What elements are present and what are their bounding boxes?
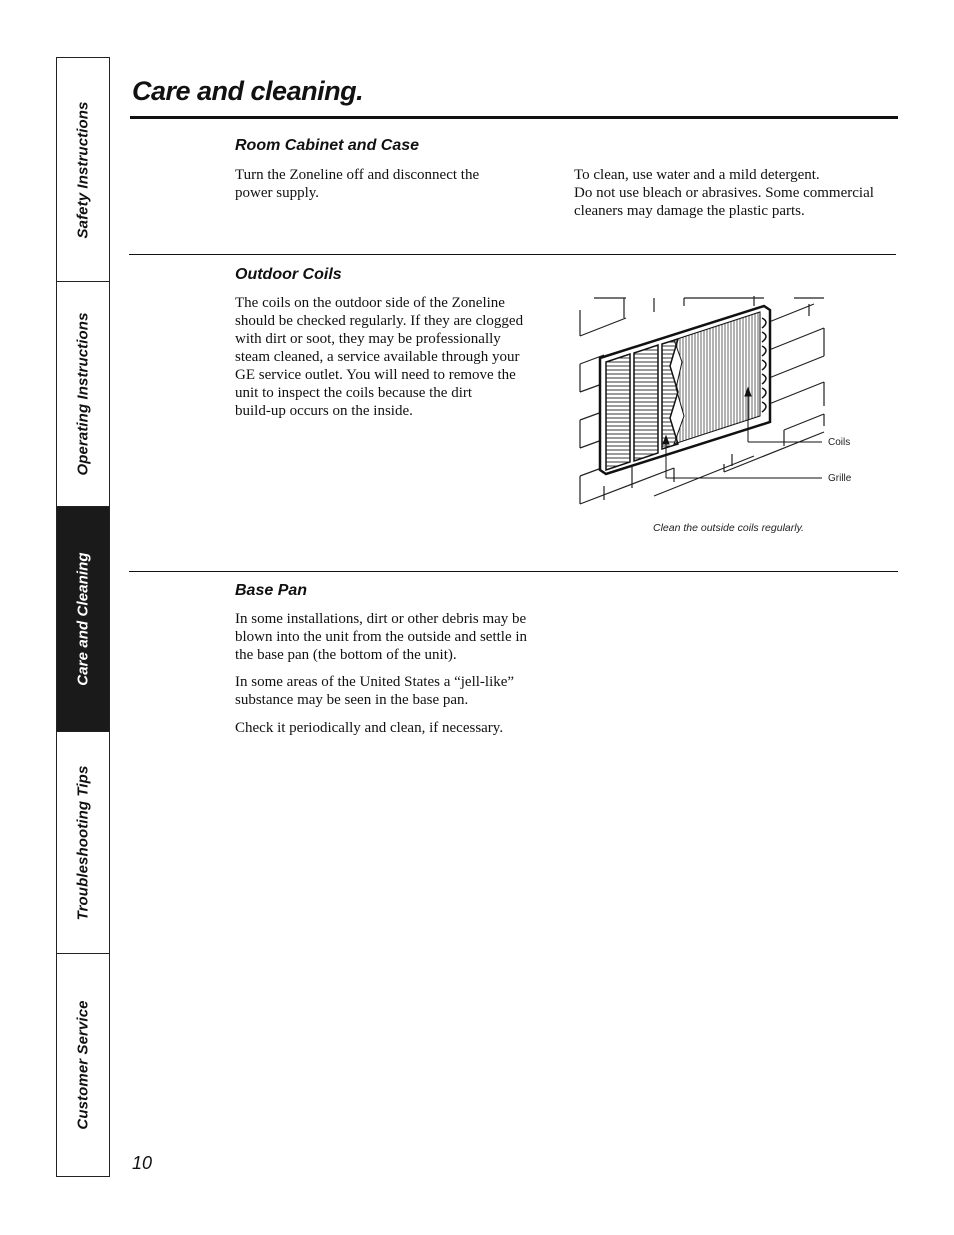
section-divider xyxy=(129,571,898,572)
text-line: should be checked regularly. If they are clogged xyxy=(235,313,524,329)
text-line: Turn the Zoneline off and disconnect the xyxy=(235,167,480,183)
tab-label: Safety Instructions xyxy=(74,101,92,238)
section-divider xyxy=(129,254,896,255)
tab-label: Operating Instructions xyxy=(74,312,92,476)
text-line: cleaners may damage the plastic parts. xyxy=(574,203,805,219)
tab-safety-instructions[interactable] xyxy=(57,58,109,282)
figure-caption: Clean the outside coils regularly. xyxy=(653,522,804,534)
base-pan-paragraph-3 xyxy=(235,719,503,737)
text-line: In some installations, dirt or other debris may be xyxy=(235,611,527,627)
text-line: blown into the unit from the outside and settle in xyxy=(235,629,528,645)
base-pan-paragraph-1 xyxy=(235,610,527,664)
tab-customer-service[interactable] xyxy=(57,954,109,1176)
callout-grille: Grille xyxy=(828,473,852,484)
title-rule xyxy=(130,116,898,119)
text-line: unit to inspect the coils because the dirt xyxy=(235,385,473,401)
text-line: the base pan (the bottom of the unit). xyxy=(235,647,457,663)
tab-label: Care and Cleaning xyxy=(74,552,92,686)
text-line: substance may be seen in the base pan. xyxy=(235,692,469,708)
text-line: build-up occurs on the inside. xyxy=(235,403,413,419)
text-line: GE service outlet. You will need to remove the xyxy=(235,367,516,383)
text-line: Check it periodically and clean, if necessary. xyxy=(235,720,504,736)
outdoor-coils-text xyxy=(235,294,523,420)
page-number: 10 xyxy=(132,1153,153,1173)
section-heading-room-cabinet: Room Cabinet and Case xyxy=(235,137,420,154)
tab-label: Customer Service xyxy=(74,1000,92,1130)
section-heading-outdoor-coils: Outdoor Coils xyxy=(235,266,342,283)
text-line: with dirt or soot, they may be professionally xyxy=(235,331,501,347)
tab-care-and-cleaning[interactable] xyxy=(57,507,109,732)
text-line: Do not use bleach or abrasives. Some commercial xyxy=(574,185,874,201)
callout-coils: Coils xyxy=(828,437,851,448)
text-line: steam cleaned, a service available through your xyxy=(235,349,520,365)
page-title: Care and cleaning. xyxy=(132,76,364,106)
tab-label: Troubleshooting Tips xyxy=(74,765,92,920)
side-tabs xyxy=(56,57,110,1177)
text-line: To clean, use water and a mild detergent. xyxy=(574,167,820,183)
room-cabinet-text-left xyxy=(235,166,479,202)
tab-operating-instructions[interactable] xyxy=(57,282,109,507)
text-line: power supply. xyxy=(235,185,320,201)
tab-troubleshooting-tips[interactable] xyxy=(57,732,109,954)
room-cabinet-text-right xyxy=(574,166,874,220)
section-heading-base-pan: Base Pan xyxy=(235,582,308,599)
text-line: In some areas of the United States a “jell-like” xyxy=(235,674,515,690)
text-line: The coils on the outdoor side of the Zoneline xyxy=(235,295,505,311)
base-pan-paragraph-2 xyxy=(235,673,514,709)
zoneline-wall-illustration xyxy=(574,296,859,511)
